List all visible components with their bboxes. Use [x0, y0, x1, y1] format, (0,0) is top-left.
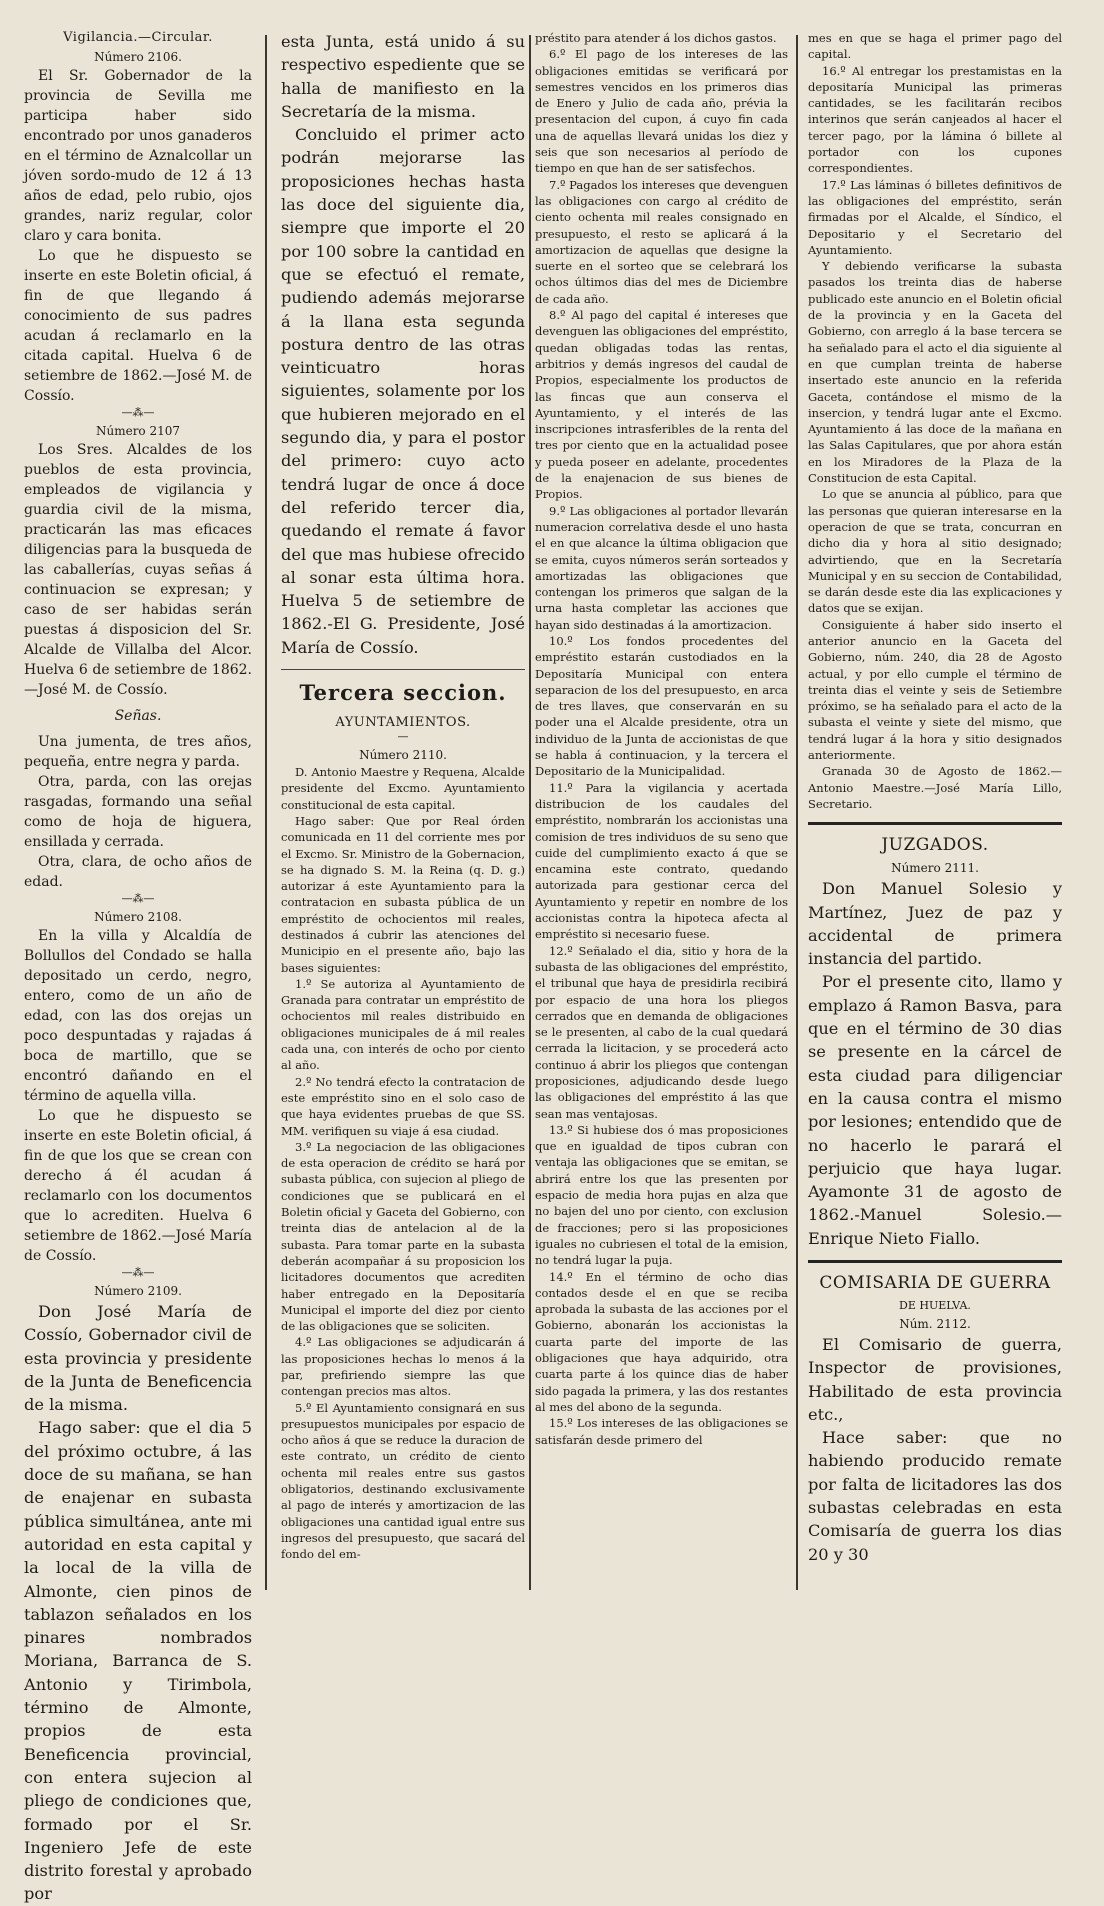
- section-heading-juzgados: JUZGADOS.: [881, 835, 989, 856]
- signature-line: Granada 30 de Agosto de 1862.—Antonio Maestre.—José María Lillo, Secretario.: [808, 764, 1062, 811]
- notice-number: Número 2108.: [94, 910, 182, 924]
- base-item: 15.º Los intereses de las obligaciones se satisfarán desde primero del: [535, 1416, 788, 1447]
- divider: [808, 822, 1062, 825]
- notice-paragraph: préstito para atender á los dichos gastos.: [535, 31, 777, 45]
- notice-number: Número 2107: [95, 424, 181, 438]
- signs-heading: Señas.: [114, 708, 162, 724]
- notice-paragraph: Hace saber: que no habiendo producido remate por falta de licitadores las dos subastas celebradas en esta Comisaría de guerra los dias 20 y 30: [808, 1428, 1062, 1564]
- column-3: [535, 30, 788, 1596]
- base-item: 13.º Si hubiese dos ó mas proposiciones que en igualdad de tipos cubran con ventaja las obligaciones que se emitan, se abrirá entre los que las presenten por espacio de media hora pujas en alza que no bajen del uno por ciento, con exclusion de fracciones; pero si las proposiciones iguales no cubriesen el total de la emision, no tendrá lugar la puja.: [535, 1122, 788, 1268]
- notice-paragraph: En la villa y Alcaldía de Bollullos del Condado se halla depositado un cerdo, negro, entero, como de un año de edad, con las dos orejas un poco despuntadas y rajadas á boca de martillo, que se encontró dañando en el término de aquella villa.: [24, 928, 252, 1104]
- base-item: 3.º La negociacion de las obligaciones de esta operacion de crédito se hará por subasta pública, con sujecion al pliego de condiciones que se publicará en el Boletin oficial y Gaceta del Gobierno, con treinta dias de antelacion al de la subasta. Para tomar parte en la subasta deberán acompañar á su proposicion los licitadores documentos que acrediten haber entregado en la Depositaría Municipal el importe del diez por ciento de las obligaciones que se soliciten.: [281, 1139, 525, 1334]
- divider: [281, 669, 525, 670]
- base-item: 8.º Al pago del capital é intereses que devenguen las obligaciones del empréstito, quedan obligadas todas las rentas, arbitrios y demás ingresos del caudal de Propios, especialmente los productos de las fincas que aun conserva el Ayuntamiento, y el interés de las inscripciones intrasferibles de la renta del tres por ciento que en la actualidad posee y pueda poseer en adelante, procedentes de la enajenacion de sus bienes de Propios.: [535, 308, 788, 502]
- base-item: 9.º Las obligaciones al portador llevarán numeracion correlativa desde el uno hasta el en que alcance la última obligacion que se emita, cuyos números serán sorteados y amortizadas las obligaciones que contengan los primeros que salgan de la urna hasta completar las acciones que hayan sido destinadas á la amortizacion.: [535, 503, 788, 632]
- notice-paragraph: Hago saber: que el dia 5 del próximo octubre, á las doce de su mañana, se han de enajenar en subasta pública simultánea, ante mi autoridad en esta capital y la local de la villa de Almonte, cien pinos de tablazon señalados en los pinares nombrados Moriana, Barranca de S. Antonio y Tirimbola, término de Almonte, propios de esta Beneficencia provincial, con entera sujecion al pliego de condiciones que, formado por el Sr. Ingeniero Jefe de este distrito forestal y aprobado por: [24, 1418, 252, 1904]
- notice-paragraph: Hago saber: Que por Real órden comunicada en 11 del corriente mes por el Excmo. Sr. Ministro de la Gobernacion, se ha dignado S. M. la Reina (q. D. g.) autorizar á este Ayuntamiento para la contratacion en subasta pública de un empréstito de ochocientos mil reales, destinados á cubrir las atenciones del Municipio en el presente año, bajo las bases siguientes:: [281, 813, 525, 975]
- notice-paragraph: Los Sres. Alcaldes de los pueblos de esta provincia, empleados de vigilancia y guardia civil de la misma, practicarán las mas eficaces diligencias para la busqueda de las caballerías, cuyas señas á continuacion se expresan; y caso de ser habidas serán puestas á disposicion del Sr. Alcalde de Villalba del Alcor. Huelva 6 de setiembre de 1862.—José M. de Cossío.: [24, 442, 252, 698]
- base-item: 4.º Las obligaciones se adjudicarán á las proposiciones hechas lo menos á la par, prefiriendo siempre las que contengan precios mas altos.: [281, 1335, 525, 1399]
- section-title: Tercera seccion.: [299, 680, 507, 706]
- base-item: 12.º Señalado el dia, sitio y hora de la subasta de las obligaciones del empréstito, el tribunal que haya de presidirla recibirá por espacio de una hora los pliegos cerrados que en demanda de obligaciones se le presenten, al cabo de la cual quedará cerrada la licitacion, y se procederá acto continuo á abrir los pliegos que contengan proposiciones, adjudicando desde luego las obligaciones del empréstito á las que sean mas ventajosas.: [535, 943, 788, 1121]
- subsection-heading: AYUNTAMIENTOS.: [335, 715, 471, 731]
- column-rule: [529, 35, 531, 1590]
- column-1: [24, 30, 252, 1904]
- column-rule: [265, 35, 267, 1590]
- base-item: 6.º El pago de los intereses de las obligaciones emitidas se verificará por semestres vencidos en los primeros dias de Enero y Julio de cada año, prévia la presentacion del cupon, á cuyo fin cada una de aquellas llevará unidas los diez y seis que son necesarios al período de tiempo en que han de ser satisfechos.: [535, 47, 788, 176]
- sign-item: Otra, clara, de ocho años de edad.: [24, 854, 252, 890]
- notice-paragraph: Lo que he dispuesto se inserte en este Boletin oficial, á fin de que llegando á conocimiento de sus padres acudan á reclamarlo en la citada capital. Huelva 6 de setiembre de 1862.—José M. de Cossío.: [24, 248, 252, 404]
- notice-paragraph: D. Antonio Maestre y Requena, Alcalde presidente del Excmo. Ayuntamiento constitucional de esta capital.: [281, 765, 525, 812]
- base-item: 17.º Las láminas ó billetes definitivos de las obligaciones del empréstito, serán firmadas por el Alcalde, el Síndico, el Depositario y el Secretario del Ayuntamiento.: [808, 177, 1062, 257]
- column-2: [281, 30, 525, 1596]
- notice-number: Número 2109.: [94, 1284, 182, 1298]
- ornament-divider: —⁂—: [121, 892, 155, 905]
- base-item: 10.º Los fondos procedentes del empréstito estarán custodiados en la Depositaría Municipal con entera separacion de los del presupuesto, en arca de tres llaves, que conservarán en su poder una el Alcalde presidente, otra un individuo de la Junta de accionistas de que se habla á continuacion, y la tercera el Depositario de la Municipalidad.: [535, 633, 788, 779]
- base-item: 1.º Se autoriza al Ayuntamiento de Granada para contratar un empréstito de ochocientos mil reales distribuido en obligaciones municipales de á mil reales cada una, con interés de ocho por ciento al año.: [281, 976, 525, 1073]
- base-item: 5.º El Ayuntamiento consignará en sus presupuestos municipales por espacio de ocho años á que se reduce la duracion de este contrato, un crédito de ciento ochenta mil reales entre sus gastos obligatorios, destinando exclusivamente al pago de interés y amortizacion de las obligaciones una cantidad igual entre sus ingresos del presupuesto, que sacará del fondo del em-: [281, 1400, 525, 1562]
- section-heading-comisaria: COMISARIA DE GUERRA: [819, 1273, 1051, 1293]
- notice-paragraph: El Sr. Gobernador de la provincia de Sevilla me participa haber sido encontrado por unos ganaderos en el término de Aznalcollar un jóven sordo-mudo de 12 á 13 años de edad, pelo rubio, ojos grandes, nariz regular, color claro y cara bonita.: [24, 68, 252, 244]
- base-item: 2.º No tendrá efecto la contratacion de este empréstito sino en el solo caso de que haya evidentes pruebas de que SS. MM. verifiquen su viaje á esa ciudad.: [281, 1074, 525, 1138]
- sign-item: Otra, parda, con las orejas rasgadas, formando una señal como de hoja de higuera, ensillada y cerrada.: [24, 774, 252, 850]
- sign-item: Una jumenta, de tres años, pequeña, entre negra y parda.: [24, 734, 252, 770]
- base-item: 11.º Para la vigilancia y acertada distribucion de los caudales del empréstito, nombrarán los accionistas una comision de tres individuos de su seno que cuide del cumplimiento exacto á que se encamina este contrato, quedando autorizada para gestionar cerca del Ayuntamiento y repetir en nombre de los accionistas contra la hipoteca afecta al empréstito si necesario fuese.: [535, 780, 788, 942]
- column-rule: [796, 35, 798, 1590]
- base-item: 7.º Pagados los intereses que devenguen las obligaciones con cargo al crédito de ciento ochenta mil reales consignado en presupuesto, el resto se aplicará á la amortizacion de aquellas que designe la suerte en el sorteo que se celebrará los ochos últimos dias del mes de Diciembre de cada año.: [535, 177, 788, 306]
- notice-paragraph: Don Manuel Solesio y Martínez, Juez de paz y accidental de primera instancia del partido.: [808, 879, 1062, 969]
- notice-paragraph: Consiguiente á haber sido inserto el anterior anuncio en la Gaceta del Gobierno, núm. 240, dia 28 de Agosto actual, y por ello cumple el término de treinta dias el veinte y seis de Setiembre próximo, se ha señalado para el acto de la subasta el veinte y siete del mismo, que tendrá lugar á la hora y sitio designados anteriormente.: [808, 617, 1062, 763]
- notice-number: Número 2110.: [359, 748, 447, 763]
- notice-paragraph: Don José María de Cossío, Gobernador civil de esta provincia y presidente de la Junta de Beneficencia de la misma.: [24, 1302, 252, 1415]
- notice-number: Número 2106.: [94, 50, 182, 64]
- column-4: [808, 30, 1062, 1596]
- notice-paragraph: El Comisario de guerra, Inspector de provisiones, Habilitado de esta provincia etc.,: [808, 1335, 1062, 1424]
- base-item: 14.º En el término de ocho dias contados desde el en que se reciba aprobada la subasta de las acciones por el Gobierno, abonarán los accionistas la cuarta parte del importe de las obligaciones que haya adquirido, otra cuarta parte á los quince dias de haber sido pagada la primera, y las dos restantes al mes del abono de la segunda.: [535, 1269, 788, 1414]
- ornament-divider: —⁂—: [121, 1266, 155, 1279]
- ornament-divider: —⁂—: [121, 406, 155, 419]
- notice-paragraph: Y debiendo verificarse la subasta pasados los treinta dias de haberse publicado este anuncio en el Boletin oficial de la provincia y en la Gaceta del Gobierno, con arreglo á la base tercera se ha señalado para el acto el dia siguiente al en que cumplan treinta de haberse insertado este anuncio en la referida Gaceta, contándose el mismo de la insercion, y tendrá lugar ante el Excmo. Ayuntamiento á las doce de la mañana en las Salas Capitulares, que por ahora están en los Miradores de la Plaza de la Constitucion de esta Capital.: [808, 259, 1062, 486]
- notice-paragraph: Lo que se anuncia al público, para que las personas que quieran interesarse en la operacion de que se trata, concurran en dicho dia y hora al sitio designado; advirtiendo, que en la Secretaría Municipal y en su seccion de Contabilidad, se darán desde este dia las explicaciones y datos que se exijan.: [808, 487, 1062, 616]
- notice-paragraph: Lo que he dispuesto se inserte en este Boletin oficial, á fin de que los que se crean con derecho á él acudan á reclamarlo con los documentos que lo acrediten. Huelva 6 setiembre de 1862.—José María de Cossío.: [24, 1108, 252, 1264]
- notice-paragraph: Por el presente cito, llamo y emplazo á Ramon Basva, para que en el término de 30 dias se presente en la cárcel de esta ciudad para diligenciar en la causa contra el mismo por lesiones; entendido que de no hacerlo le parará el perjuicio que haya lugar. Ayamonte 31 de agosto de 1862.-Manuel Solesio.—Enrique Nieto Fiallo.: [808, 972, 1062, 1248]
- section-subheading: DE HUELVA.: [899, 1299, 971, 1312]
- section-header-vigilancia: Vigilancia.—Circular.: [63, 30, 213, 45]
- notice-number: Núm. 2112.: [899, 1317, 971, 1331]
- divider: [808, 1260, 1062, 1263]
- notice-paragraph: mes en que se haga el primer pago del capital.: [808, 31, 1062, 62]
- notice-paragraph: Concluido el primer acto podrán mejorarse las proposiciones hechas hasta las doce del siguiente dia, siempre que importe el 20 por 100 sobre la cantidad en que se efectuó el remate, pudiendo además mejorarse á la llana esta segunda postura dentro de las otras veinticuatro horas siguientes, solamente por los que hubieren mejorado en el segundo dia, y para el postor del primero: cuyo acto tendrá lugar de once á doce del referido tercer dia, quedando el remate á favor del que mas hubiese ofrecido al sonar esta última hora. Huelva 5 de setiembre de 1862.-El G. Presidente, José María de Cossío.: [281, 125, 525, 657]
- ornament-divider: —: [397, 730, 409, 744]
- base-item: 16.º Al entregar los prestamistas en la depositaría Municipal las primeras cantidades, se les facilitarán recibos interinos que serán canjeados al hacer el tercer pago, por la lámina ó billete al portador con los cupones correspondientes.: [808, 63, 1062, 176]
- notice-number: Número 2111.: [891, 861, 979, 876]
- notice-paragraph: esta Junta, está unido á su respectivo espediente que se halla de manifiesto en la Secretaría de la misma.: [281, 32, 525, 121]
